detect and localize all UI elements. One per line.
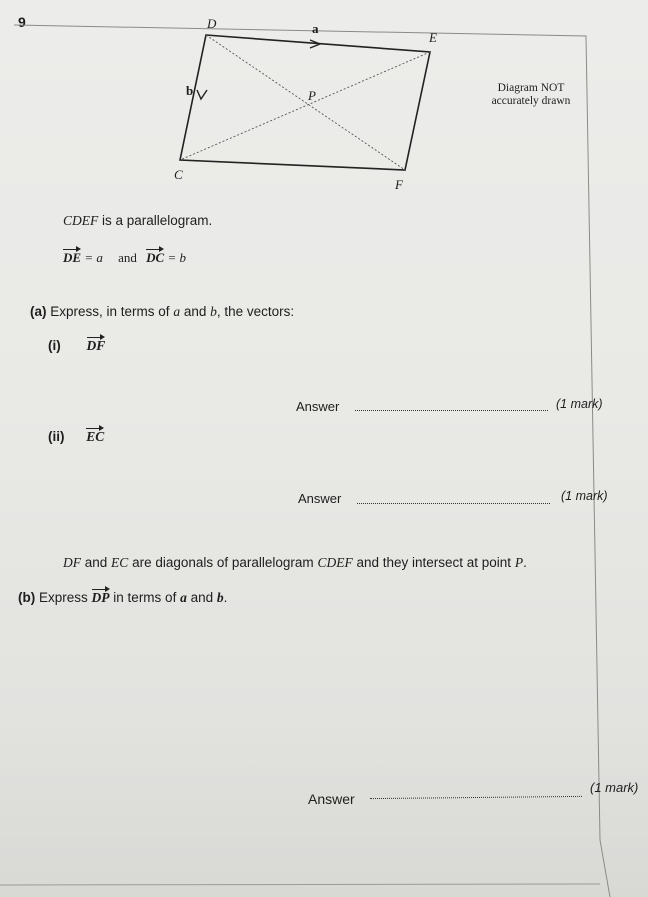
marks-b: (1 mark) (590, 780, 639, 795)
note-line-1: Diagram NOT (497, 82, 565, 94)
marks-i: (1 mark) (556, 397, 603, 411)
diagonal-ec (180, 52, 430, 160)
diagonals-statement (63, 555, 527, 571)
parallelogram-diagram (0, 0, 648, 220)
part-b-b: b (216, 590, 224, 605)
sub-i-label: (i) (48, 338, 61, 353)
de-equation: = a (81, 250, 103, 265)
answer-line-b[interactable] (370, 796, 582, 799)
part-a-tail: , the vectors: (216, 304, 295, 319)
part-a-i (48, 338, 105, 354)
part-b-period: . (223, 590, 228, 605)
dc-equation: = b (164, 250, 186, 265)
answer-label-b: Answer (308, 791, 355, 807)
sub-ii-label: (ii) (48, 429, 65, 444)
part-b-text: Express (39, 590, 92, 605)
cdef-text: CDEF (317, 555, 353, 570)
diagonal-df (206, 35, 405, 170)
vertex-label-d: D (207, 16, 217, 31)
vector-definitions (63, 250, 186, 266)
answer-line-i[interactable] (355, 410, 548, 411)
answer-label-i: Answer (296, 399, 340, 414)
diag-text-1: are diagonals of parallelogram (132, 555, 318, 570)
intro-statement (63, 213, 212, 229)
part-a-prompt (30, 304, 294, 320)
diag-dot: . (523, 555, 527, 570)
part-a-ii (48, 429, 104, 445)
vector-label-b: b (186, 83, 194, 98)
vector-dc: DC (146, 250, 165, 265)
vector-df: DF (86, 338, 106, 353)
vector-ec: EC (86, 429, 105, 444)
part-b-label: (b) (18, 590, 36, 605)
part-a-mid: and (180, 304, 211, 319)
part-a-label: (a) (30, 304, 47, 319)
ec-text: EC (111, 555, 129, 570)
part-b-mid: in terms of (109, 590, 181, 605)
part-a-a: a (173, 304, 181, 319)
part-a-text: Express, in terms of (50, 304, 174, 319)
df-text: DF (63, 555, 81, 570)
question-number: 9 (18, 14, 26, 30)
answer-label-ii: Answer (298, 491, 342, 506)
vector-label-a: a (312, 21, 319, 36)
vertex-label-c: C (174, 167, 183, 182)
vertex-label-e: E (429, 30, 437, 45)
diagram-note (478, 82, 584, 108)
diag-text-2: and they intersect at point (356, 555, 515, 570)
vector-dp: DP (91, 590, 110, 605)
note-line-2: accurately drawn (491, 95, 571, 107)
answer-line-ii[interactable] (357, 503, 550, 504)
part-b-and: and (186, 590, 217, 605)
vertex-label-f: F (395, 177, 403, 192)
shape-name: CDEF (63, 213, 99, 228)
parallelogram-cdef (180, 35, 430, 170)
vector-de: DE (63, 250, 82, 265)
marks-ii: (1 mark) (561, 489, 608, 503)
part-b-prompt (18, 590, 227, 606)
point-label-p: P (308, 88, 316, 103)
arrow-b (197, 90, 207, 99)
part-b-a: a (180, 590, 187, 605)
and-text: and (81, 555, 112, 570)
intro-text: is a parallelogram. (98, 213, 213, 228)
part-a-b: b (210, 304, 217, 319)
and-word: and (118, 250, 137, 265)
p-text: P (514, 555, 524, 570)
